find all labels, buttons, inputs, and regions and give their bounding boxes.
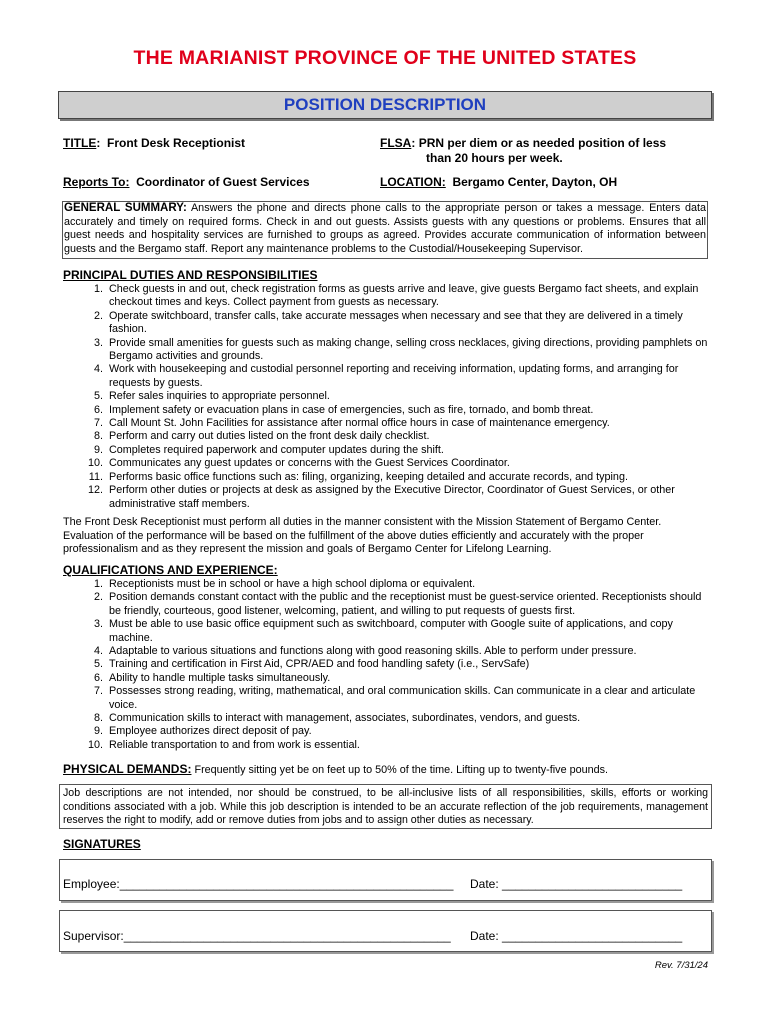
document-title: POSITION DESCRIPTION (283, 95, 487, 114)
list-item: 3. Must be able to use basic office equipment such as switchboard, computer with Google suite of applications, and copy machine. (93, 618, 673, 644)
disclaimer-text: Job descriptions are not intended, nor should be construed, to be all-inclusive lists of all responsibilities, skills, efforts or working conditions associated with a job. While this job description is intended to be an accurate reflection of the job requirements, management reserves the right to modify, add or remove duties from jobs and to assign other duties as necessary. (63, 787, 708, 826)
list-item: 4. Work with housekeeping and custodial personnel reporting and receiving information, updating forms, and arranging for requests by guests. (93, 363, 679, 389)
qualifications-heading: QUALIFICATIONS AND EXPERIENCE: (63, 563, 278, 577)
list-item: 2. Operate switchboard, transfer calls, take accurate messages when necessary and see that they are delivered in a timely fashion. (93, 309, 683, 336)
signatures-heading: SIGNATURES (63, 837, 141, 851)
general-summary-box (62, 201, 708, 259)
flsa-value-line1: PRN per diem or as needed position of less (418, 136, 667, 150)
supervisor-signature-line[interactable]: Supervisor:_________________________________________________ (63, 929, 451, 943)
list-item: 8. Perform and carry out duties listed on the front desk daily checklist. (93, 430, 430, 443)
location-label: LOCATION: (380, 175, 446, 189)
list-item: 4. Adaptable to various situations and functions along with good reasoning skills. Able to perform under pressure. (93, 645, 637, 658)
employee-signature-line[interactable]: Employee:__________________________________________________ (63, 877, 454, 891)
title-label: TITLE (63, 136, 97, 150)
list-item: 5. Training and certification in First Aid, CPR/AED and food handling safety (i.e., ServSafe) (93, 658, 530, 671)
general-summary-text: Answers the phone and directs phone calls to the appropriate person or takes a message. Enters data accurately and timely on required forms. Check in and out guests. Assists guests with any questions or problems. Ensures that all guest needs and hospitality services are furnished to groups as agreed. Provides accurate communication of information between guests and the Bergamo staff. Report any maintenance problems to the Custodial/Housekeeping Supervisor. (64, 202, 707, 255)
list-item: 11. Performs basic office functions such as: filing, organizing, keeping detailed and accurate records, and typing. (88, 470, 628, 483)
flsa-field: FLSA: PRN per diem or as needed position of less (380, 136, 667, 150)
list-item: 1. Receptionists must be in school or have a high school diploma or equivalent. (93, 578, 476, 590)
list-item: 7. Call Mount St. John Facilities for assistance after normal office hours in case of maintenance emergency. (93, 417, 610, 430)
reports-to-field (63, 175, 310, 190)
qualifications-list (63, 578, 713, 752)
title-value: Front Desk Receptionist (107, 136, 246, 150)
reports-to-value: Coordinator of Guest Services (136, 175, 310, 189)
list-item: 2. Position demands constant contact with the public and the receptionist must be guest-service oriented. Receptionists should be friendly, courteous, good listener, welcoming, patient, and willing to put requests of guests first. (93, 591, 702, 617)
title-field: TITLE: Front Desk Receptionist (63, 136, 246, 150)
employee-signature-box (59, 859, 712, 901)
list-item: 6. Implement safety or evacuation plans in case of emergencies, such as fire, tornado, and bomb threat. (93, 403, 594, 416)
list-item: 12. Perform other duties or projects at desk as assigned by the Executive Director, Coordinator of Guest Services, or other administrative staff members. (87, 484, 675, 510)
reports-to-label: Reports To: (63, 175, 130, 189)
duties-heading: PRINCIPAL DUTIES AND RESPONSIBILITIES (63, 268, 318, 282)
list-item: 10. Communicates any guest updates or concerns with the Guest Services Coordinator. (87, 457, 510, 470)
flsa-value-line2: than 20 hours per week. (426, 151, 563, 165)
physical-demands-heading: PHYSICAL DEMANDS: (63, 762, 192, 776)
supervisor-signature-box (59, 910, 712, 952)
location-value: Bergamo Center, Dayton, OH (452, 175, 618, 189)
employee-date-line[interactable]: Date: ___________________________ (470, 877, 683, 891)
disclaimer-box (59, 784, 712, 829)
duties-list (63, 283, 713, 511)
flsa-label: FLSA (380, 136, 412, 150)
list-item: 1. Check guests in and out, check registration forms as guests arrive and leave, give guests Bergamo fact sheets, and explain checkout times and keys. Collect payment from guests as necessary. (93, 283, 699, 309)
organization-title: THE MARIANIST PROVINCE OF THE UNITED STATES (133, 47, 637, 69)
location-field (380, 175, 617, 190)
physical-demands-text: Frequently sitting yet be on feet up to 50% of the time. Lifting up to twenty-five pounds. (194, 764, 608, 776)
duties-closing-paragraph: The Front Desk Receptionist must perform all duties in the manner consistent with the Mission Statement of Bergamo Center. Evaluation of the performance will be based on the fulfillment of the above duties efficiently and accurately with the proper professionalism and as they represent the mission and goals of Bergamo Center for Lifelong Learning. (63, 516, 662, 555)
list-item: 7. Possesses strong reading, writing, mathematical, and oral communication skills. Can communicate in a clear and articulate voice. (93, 685, 696, 711)
physical-demands (63, 762, 608, 776)
list-item: 9. Employee authorizes direct deposit of pay. (93, 725, 312, 738)
list-item: 10. Reliable transportation to and from work is essential. (87, 738, 360, 751)
list-item: 3. Provide small amenities for guests such as making change, selling cross necklaces, giving directions, providing pamphlets on Bergamo activities and grounds. (93, 336, 708, 363)
list-item: 9. Completes required paperwork and computer updates during the shift. (93, 443, 444, 456)
general-summary (63, 202, 707, 256)
list-item: 5. Refer sales inquiries to appropriate personnel. (93, 390, 330, 403)
list-item: 6. Ability to handle multiple tasks simultaneously. (93, 671, 331, 684)
position-description-banner (58, 91, 712, 119)
supervisor-date-line[interactable]: Date: ___________________________ (470, 929, 683, 943)
list-item: 8. Communication skills to interact with management, associates, subordinates, vendors, and guests. (93, 712, 581, 725)
flsa-field-continued (426, 151, 563, 166)
revision-date: Rev. 7/31/24 (654, 960, 708, 971)
general-summary-heading: GENERAL SUMMARY: (64, 202, 187, 214)
